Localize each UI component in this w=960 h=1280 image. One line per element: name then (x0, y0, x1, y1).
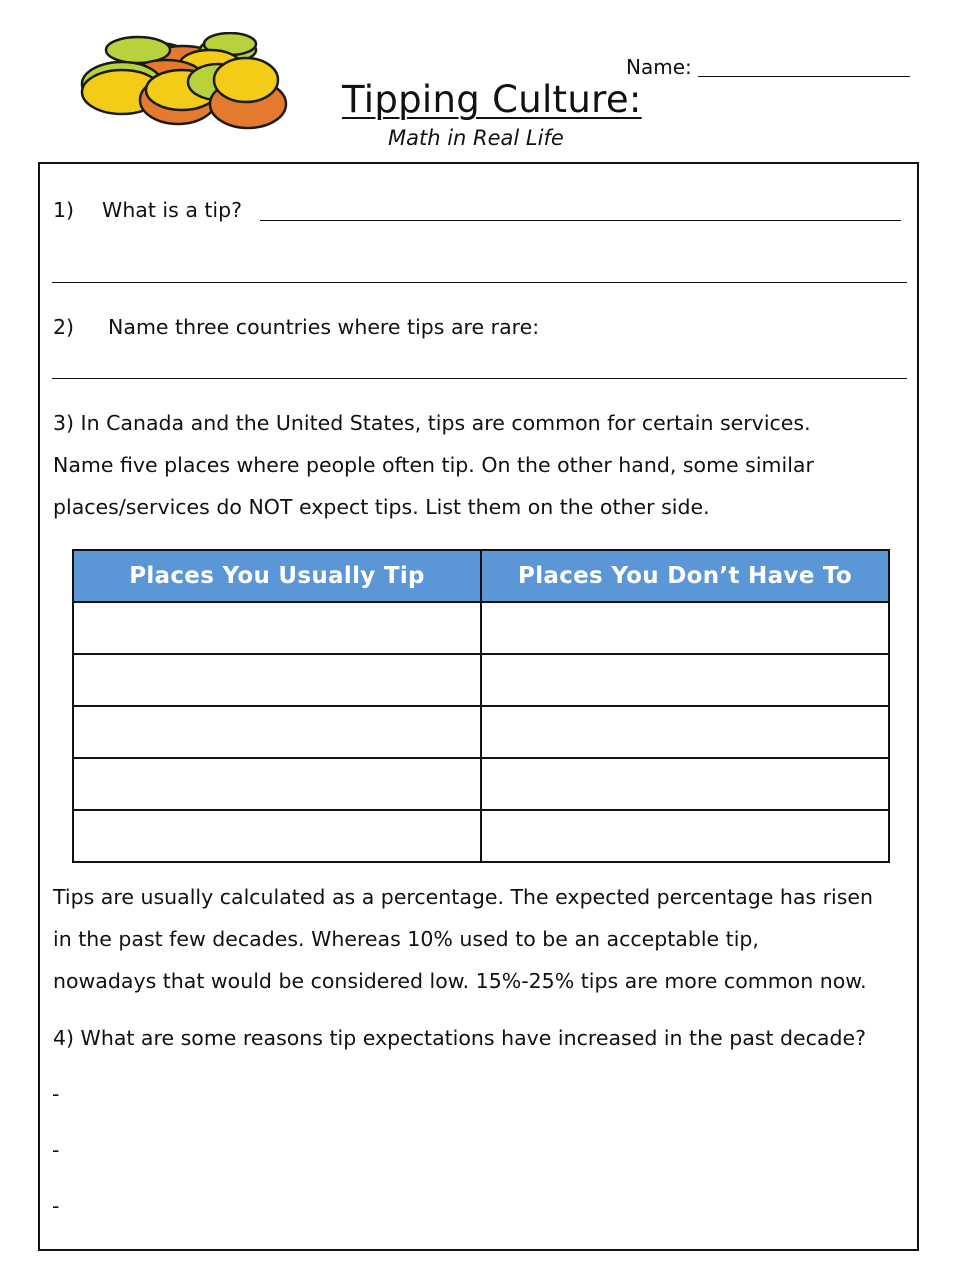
info-line: Tips are usually calculated as a percentage. The expected percentage has risen (53, 885, 874, 909)
table-cell[interactable] (481, 654, 889, 706)
question-3 (53, 402, 814, 528)
name-field[interactable] (626, 55, 910, 79)
question-3-line: places/services do NOT expect tips. List them on the other side. (53, 495, 710, 519)
table-cell[interactable] (481, 758, 889, 810)
tip-places-table (72, 549, 890, 863)
answer-line-1b[interactable] (52, 282, 907, 283)
question-3-line: 3) In Canada and the United States, tips are common for certain services. (53, 411, 811, 435)
answer-line-2[interactable] (52, 378, 907, 379)
worksheet-frame (38, 162, 919, 1251)
table-row (73, 602, 889, 654)
page-title: Tipping Culture: (342, 78, 642, 121)
table-cell[interactable] (73, 602, 481, 654)
question-1 (53, 198, 242, 222)
table-cell[interactable] (481, 602, 889, 654)
answer-bullet[interactable]: - (52, 1082, 60, 1106)
answer-bullet[interactable]: - (52, 1194, 60, 1218)
table-cell[interactable] (73, 654, 481, 706)
table-cell[interactable] (73, 810, 481, 862)
table-cell[interactable] (481, 706, 889, 758)
table-row (73, 654, 889, 706)
answer-bullet[interactable]: - (52, 1138, 60, 1162)
table-cell[interactable] (73, 706, 481, 758)
percentage-info-paragraph (53, 876, 873, 1002)
info-line: in the past few decades. Whereas 10% used to be an acceptable tip, (53, 927, 759, 951)
column-header-usually-tip: Places You Usually Tip (73, 550, 481, 602)
table-header-row (73, 550, 889, 602)
page-subtitle: Math in Real Life (388, 126, 564, 150)
answer-line-1a[interactable] (260, 220, 901, 221)
name-label: Name: (626, 55, 692, 79)
question-2-number: 2) (53, 315, 75, 339)
name-blank[interactable] (698, 76, 910, 77)
question-2 (53, 315, 539, 339)
question-1-number: 1) (53, 198, 75, 222)
table-cell[interactable] (481, 810, 889, 862)
question-3-line: Name five places where people often tip. On the other hand, some similar (53, 453, 814, 477)
question-4: 4) What are some reasons tip expectations have increased in the past decade? (53, 1026, 866, 1050)
table-row (73, 758, 889, 810)
table-cell[interactable] (73, 758, 481, 810)
question-2-text: Name three countries where tips are rare: (108, 315, 540, 339)
table-row (73, 706, 889, 758)
column-header-dont-have-to: Places You Don’t Have To (481, 550, 889, 602)
coin-pile-icon (78, 32, 290, 134)
table-row (73, 810, 889, 862)
info-line: nowadays that would be considered low. 15%-25% tips are more common now. (53, 969, 867, 993)
question-1-text: What is a tip? (102, 198, 243, 222)
